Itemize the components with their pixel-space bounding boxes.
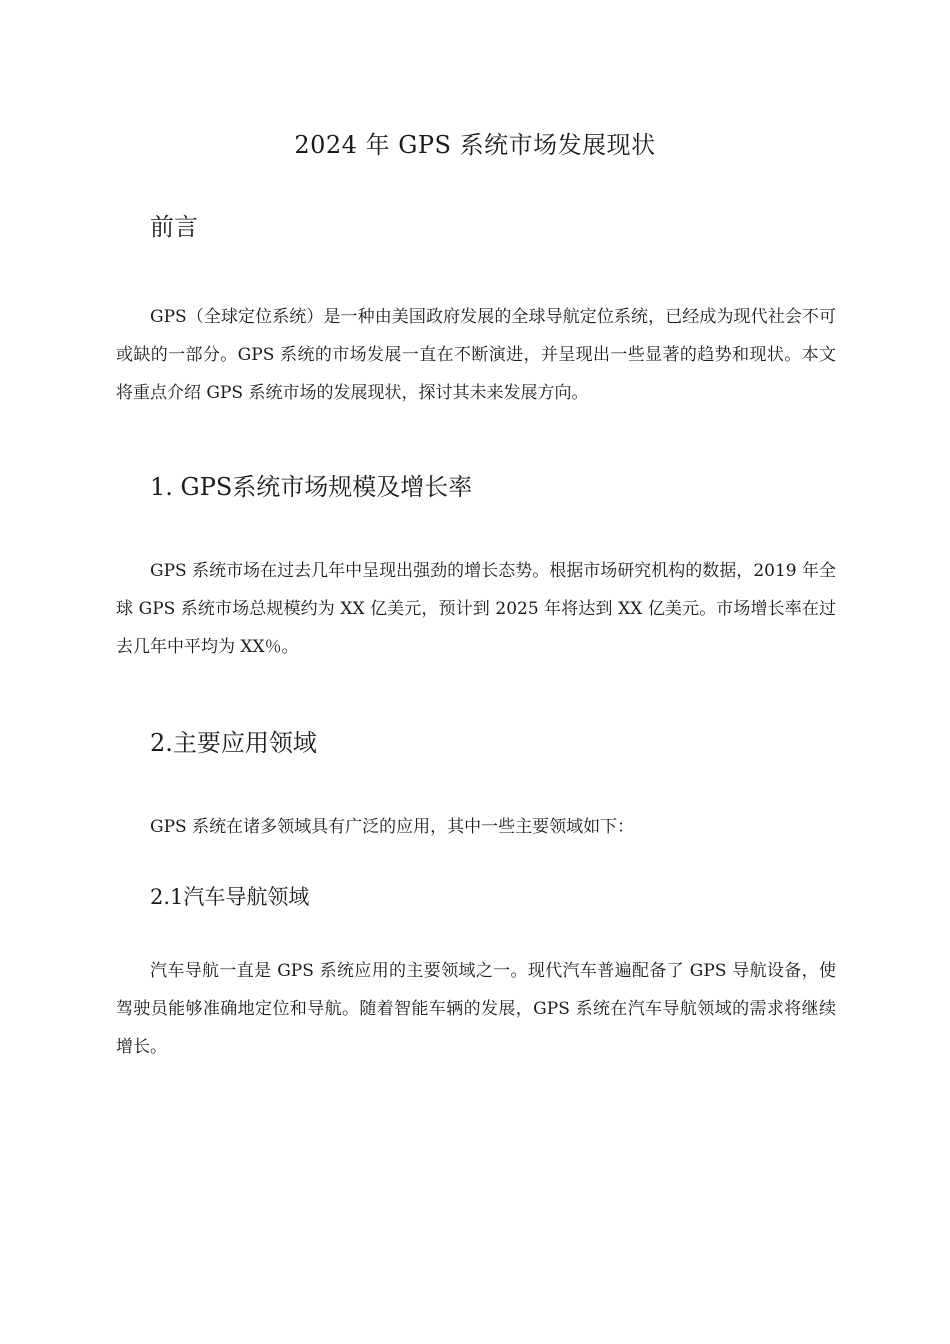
subsection-paragraph-car-navigation: 汽车导航一直是 GPS 系统应用的主要领域之一。现代汽车普遍配备了 GPS 导航设备，使驾驶员能够准确地定位和导航。随着智能车辆的发展，GPS 系统在汽车导航领域的需求将继续增长。 — [116, 961, 836, 1057]
section-heading-preface: 前言 — [150, 213, 198, 241]
section-heading-market-size: 1. GPS系统市场规模及增长率 — [150, 473, 473, 501]
section-paragraph-applications: GPS 系统在诸多领域具有广泛的应用，其中一些主要领域如下： — [150, 817, 635, 837]
section-paragraph-preface: GPS（全球定位系统）是一种由美国政府发展的全球导航定位系统，已经成为现代社会不可或缺的一部分。GPS 系统的市场发展一直在不断演进，并呈现出一些显著的趋势和现状。本文将重点介绍 GPS 系统市场的发展现状，探讨其未来发展方向。 — [116, 307, 836, 403]
section-heading-applications: 2.主要应用领域 — [150, 729, 317, 757]
section-paragraph-market-size: GPS 系统市场在过去几年中呈现出强劲的增长态势。根据市场研究机构的数据，2019 年全球 GPS 系统市场总规模约为 XX 亿美元，预计到 2025 年将达到 XX 亿美元。市场增长率在过去几年中平均为 XX％。 — [116, 561, 836, 657]
subsection-heading-car-navigation: 2.1汽车导航领域 — [150, 885, 310, 909]
document-title: 2024 年 GPS 系统市场发展现状 — [294, 131, 656, 159]
